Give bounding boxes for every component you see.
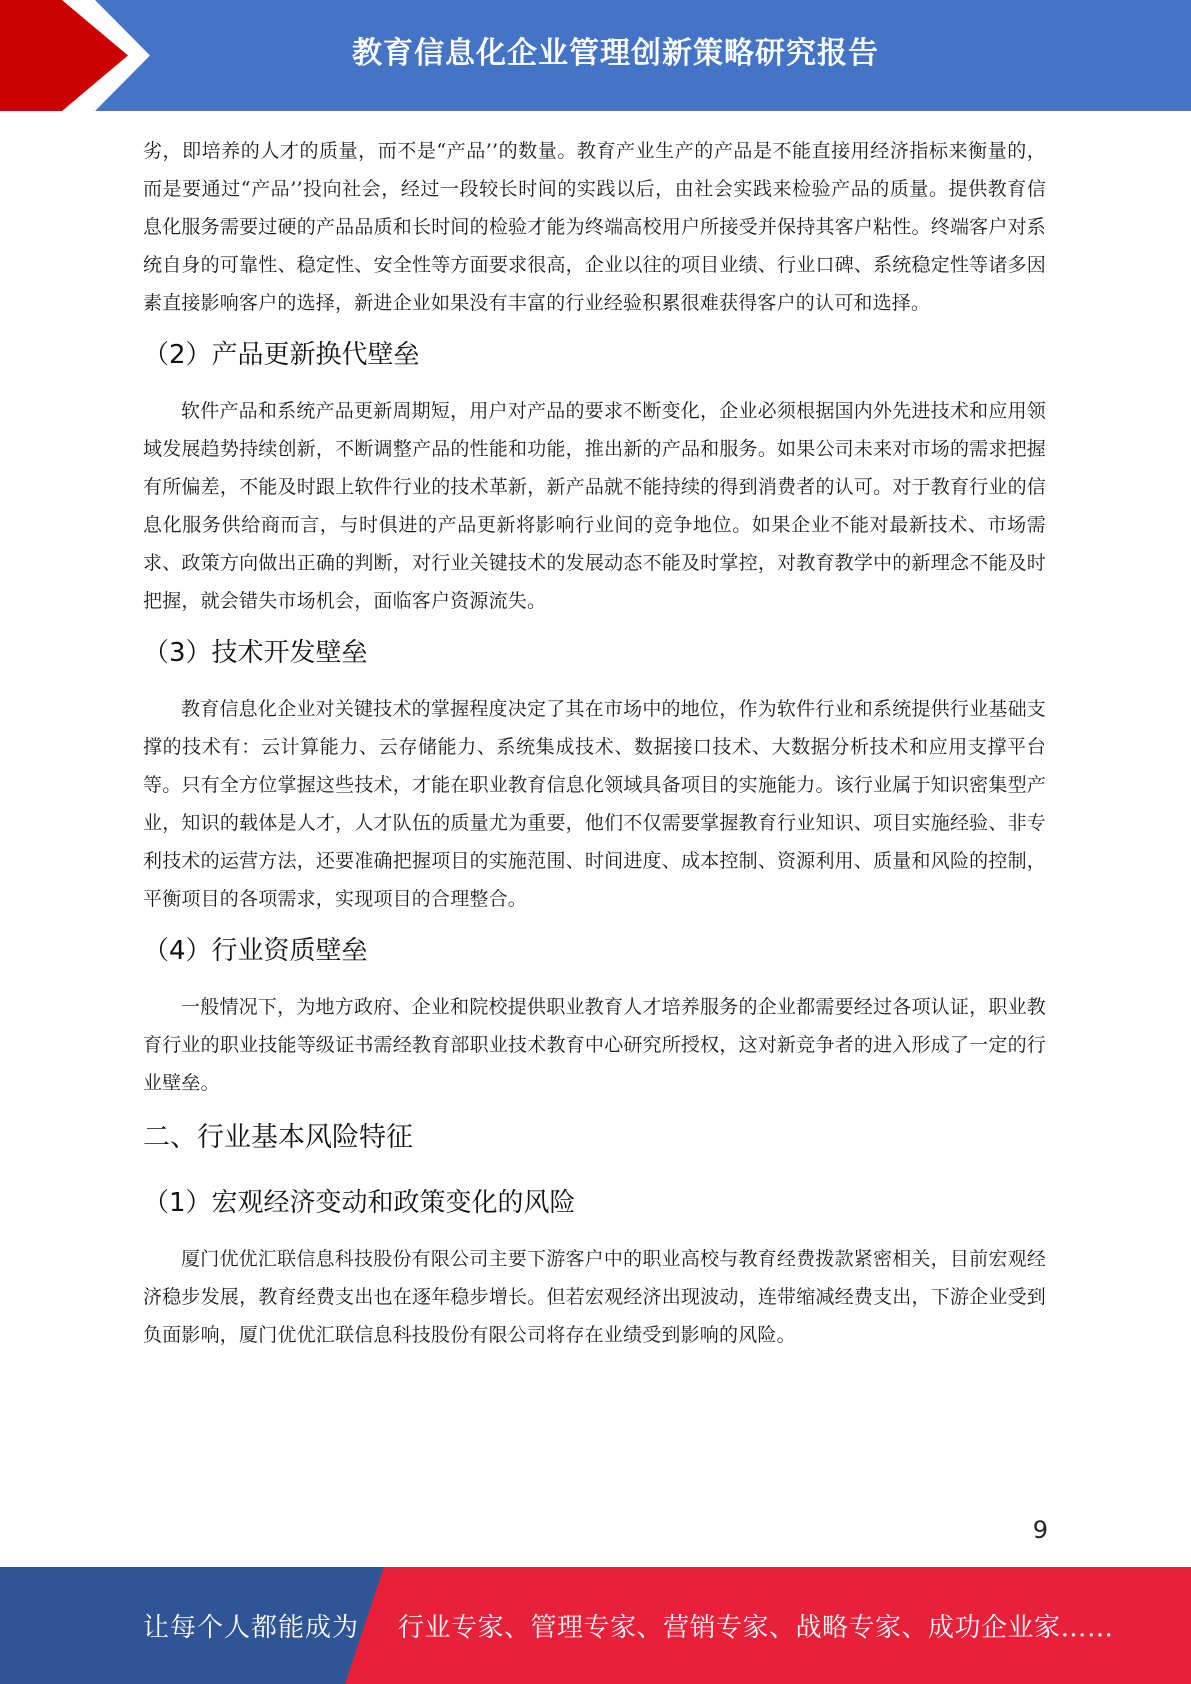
footer-slogan-left: 让每个人都能成为 [143,1613,360,1643]
subheading-macro-risk: （1）宏观经济变动和政策变化的风险 [143,1188,576,1218]
document-title: 教育信息化企业管理创新策略研究报告 [352,36,879,71]
footer-banner [0,1567,1191,1684]
footer-slogan-right: 行业专家、管理专家、营销专家、战略专家、成功企业家…… [398,1613,1114,1643]
paragraph-qualification: 一般情况下，为地方政府、企业和院校提供职业教育人才培养服务的企业都需要经过各项认证，职业教育行业的职业技能等级证书需经教育部职业技术教育中心研究所授权，这对新竞争者的进入形成了一定的行业壁垒。 [143,996,1046,1094]
paragraph-tech: 教育信息化企业对关键技术的掌握程度决定了其在市场中的地位，作为软件行业和系统提供行业基础支撑的技术有：云计算能力、云存储能力、系统集成技术、数据接口技术、大数据分析技术和应用支撑平台等。只有全方位掌握这些技术，才能在职业教育信息化领域具备项目的实施能力。该行业属于知识密集型产业，知识的载体是人才，人才队伍的质量尤为重要，他们不仅需要掌握教育行业知识、项目实施经验、非专利技术的运营方法，还要准确把握项目的实施范围、时间进度、成本控制、资源利用、质量和风险的控制，平衡项目的各项需求，实现项目的合理整合。 [143,698,1046,910]
paragraph-intro: 劣，即培养的人才的质量，而不是“产品’’的数量。教育产业生产的产品是不能直接用经济指标来衡量的，而是要通过“产品’’投向社会，经过一段较长时间的实践以后，由社会实践来检验产品的质量。提供教育信息化服务需要过硬的产品品质和长时间的检验才能为终端高校用户所接受并保持其客户粘性。终端客户对系统自身的可靠性、稳定性、安全性等方面要求很高，企业以往的项目业绩、行业口碑、系统稳定性等诸多因素直接影响客户的选择，新进企业如果没有丰富的行业经验积累很难获得客户的认可和选择。 [143,140,1046,314]
page-number: 9 [1032,1516,1048,1544]
paragraph-macro-risk: 厦门优优汇联信息科技股份有限公司主要下游客户中的职业高校与教育经费拨款紧密相关，目前宏观经济稳步发展，教育经费支出也在逐年稳步增长。但若宏观经济出现波动，连带缩减经费支出，下游企业受到负面影响，厦门优优汇联信息科技股份有限公司将存在业绩受到影响的风险。 [143,1248,1046,1346]
page-content [143,132,1046,1354]
subheading-tech-barrier: （3）技术开发壁垒 [143,638,368,668]
section-heading-risk: 二、行业基本风险特征 [143,1122,413,1153]
header-bar [0,0,1191,111]
subheading-product-update-barrier: （2）产品更新换代壁垒 [143,340,420,370]
subheading-qualification-barrier: （4）行业资质壁垒 [143,936,368,966]
paragraph-product-update: 软件产品和系统产品更新周期短，用户对产品的要求不断变化，企业必须根据国内外先进技术和应用领域发展趋势持续创新，不断调整产品的性能和功能，推出新的产品和服务。如果公司未来对市场的需求把握有所偏差，不能及时跟上软件行业的技术革新，新产品就不能持续的得到消费者的认可。对于教育行业的信息化服务供给商而言，与时俱进的产品更新将影响行业间的竞争地位。如果企业不能对最新技术、市场需求、政策方向做出正确的判断，对行业关键技术的发展动态不能及时掌控，对教育教学中的新理念不能及时把握，就会错失市场机会，面临客户资源流失。 [143,400,1046,612]
